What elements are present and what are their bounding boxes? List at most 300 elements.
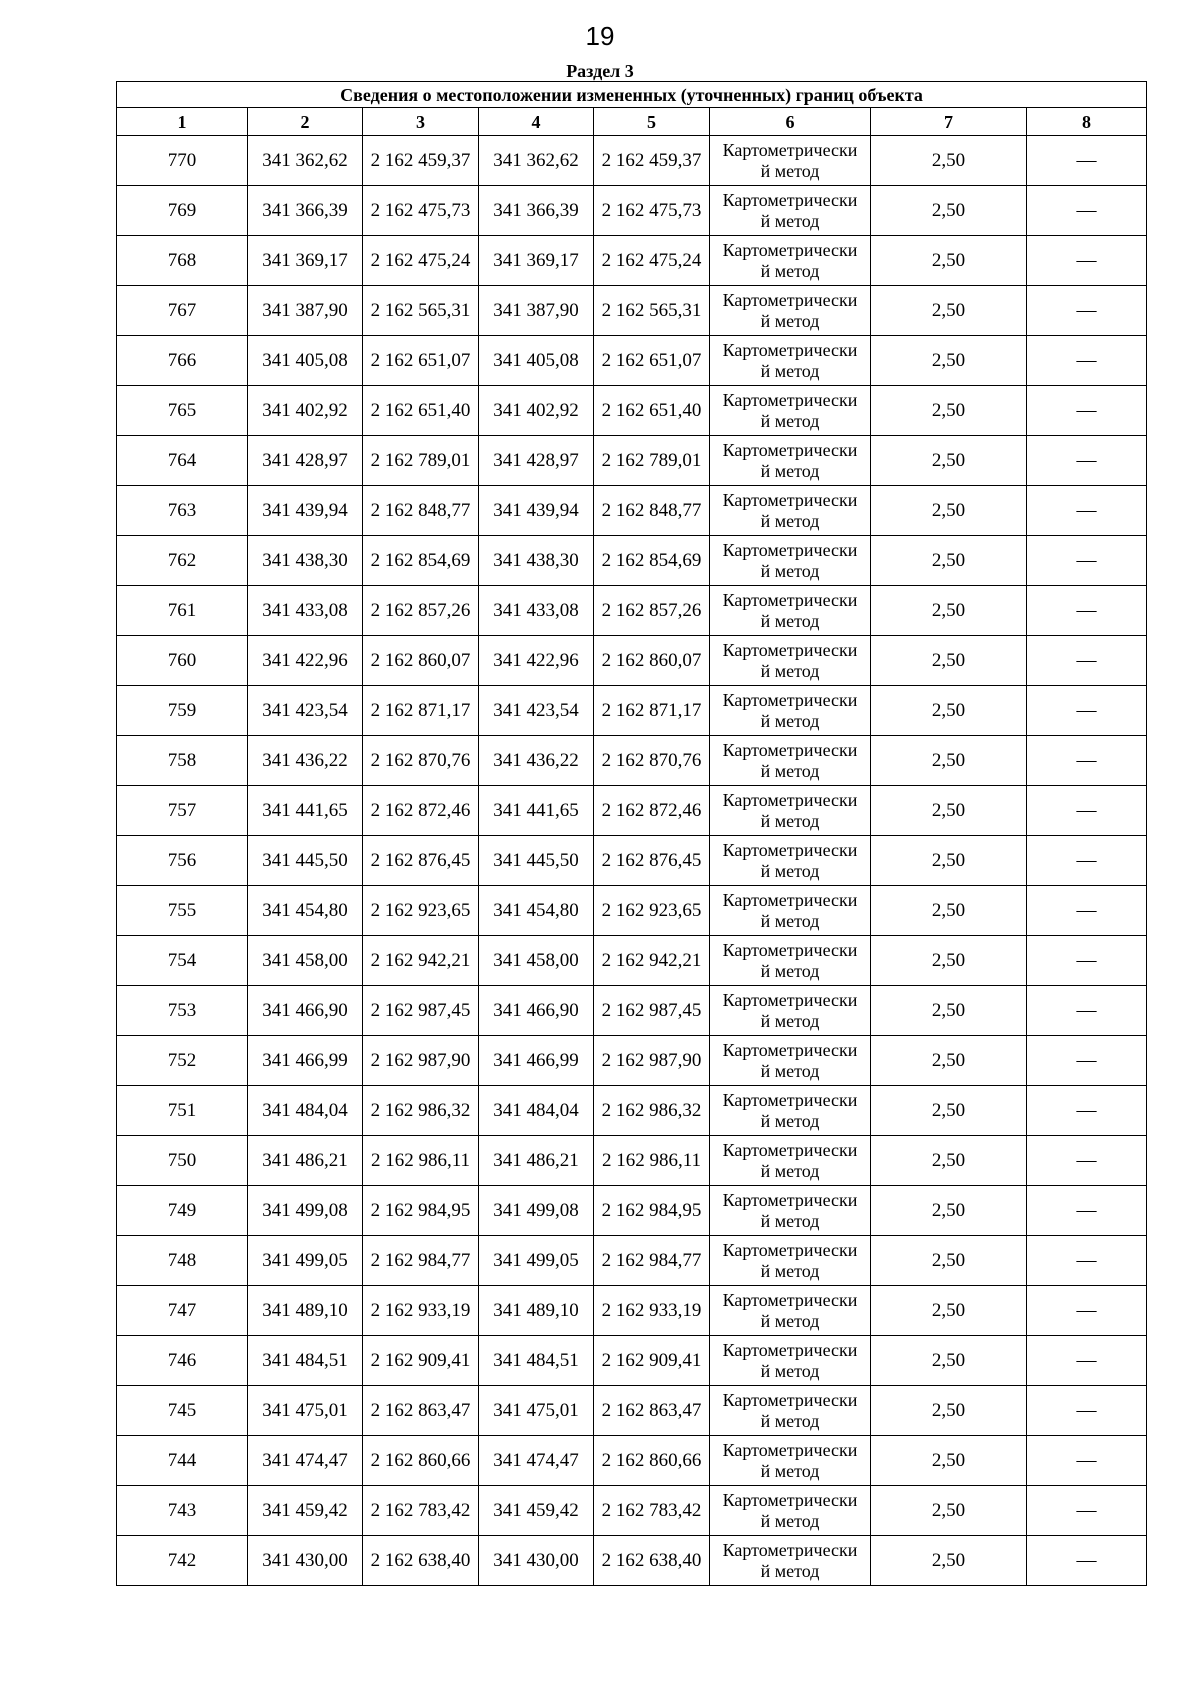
method-cell	[710, 1536, 871, 1586]
coordinate-x-cell: 341 486,21	[248, 1136, 363, 1186]
coordinate-x-cell: 341 366,39	[479, 186, 594, 236]
coordinate-x-cell: 341 484,51	[479, 1336, 594, 1386]
coordinate-y-cell: 2 162 984,95	[594, 1186, 710, 1236]
coordinate-y-cell: 2 162 871,17	[594, 686, 710, 736]
coordinate-y-cell: 2 162 870,76	[594, 736, 710, 786]
coordinate-x-cell: 341 369,17	[479, 236, 594, 286]
coordinate-x-cell: 341 445,50	[248, 836, 363, 886]
description-cell: —	[1027, 1436, 1147, 1486]
coordinate-y-cell: 2 162 872,46	[363, 786, 479, 836]
accuracy-cell: 2,50	[871, 886, 1027, 936]
coordinate-y-cell: 2 162 872,46	[594, 786, 710, 836]
method-text: Картометрически	[722, 789, 858, 810]
table-row	[117, 536, 1147, 586]
coordinate-x-cell: 341 436,22	[479, 736, 594, 786]
method-cell	[710, 1136, 871, 1186]
method-text: й метод	[760, 1410, 820, 1431]
coordinate-y-cell: 2 162 933,19	[363, 1286, 479, 1336]
coordinate-y-cell: 2 162 789,01	[363, 436, 479, 486]
table-caption: Сведения о местоположении измененных (уточненных) границ объекта	[117, 82, 1147, 108]
method-text: Картометрически	[722, 189, 858, 210]
coordinate-y-cell: 2 162 459,37	[594, 136, 710, 186]
coordinate-y-cell: 2 162 459,37	[363, 136, 479, 186]
method-text: й метод	[760, 310, 820, 331]
coordinate-x-cell: 341 387,90	[479, 286, 594, 336]
coordinate-x-cell: 341 499,05	[479, 1236, 594, 1286]
coordinate-x-cell: 341 474,47	[479, 1436, 594, 1486]
method-text: Картометрически	[722, 1039, 858, 1060]
description-cell: —	[1027, 1536, 1147, 1586]
table-row	[117, 986, 1147, 1036]
method-text: Картометрически	[722, 289, 858, 310]
coordinates-table	[116, 81, 1147, 1586]
coordinate-y-cell: 2 162 854,69	[594, 536, 710, 586]
coordinate-y-cell: 2 162 638,40	[363, 1536, 479, 1586]
coordinate-y-cell: 2 162 871,17	[363, 686, 479, 736]
page-number: 19	[585, 21, 615, 51]
method-cell	[710, 386, 871, 436]
coordinate-y-cell: 2 162 987,90	[363, 1036, 479, 1086]
coordinate-x-cell: 341 422,96	[248, 636, 363, 686]
table-row	[117, 386, 1147, 436]
method-text: й метод	[760, 410, 820, 431]
method-text: й метод	[760, 160, 820, 181]
coordinate-y-cell: 2 162 984,95	[363, 1186, 479, 1236]
method-text: й метод	[760, 460, 820, 481]
accuracy-cell: 2,50	[871, 436, 1027, 486]
method-cell	[710, 936, 871, 986]
method-cell	[710, 336, 871, 386]
table-row	[117, 336, 1147, 386]
point-number-cell: 750	[117, 1136, 248, 1186]
method-cell	[710, 1286, 871, 1336]
point-number-cell: 756	[117, 836, 248, 886]
point-number-cell: 765	[117, 386, 248, 436]
method-text: Картометрически	[722, 439, 858, 460]
point-number-cell: 758	[117, 736, 248, 786]
coordinate-x-cell: 341 433,08	[479, 586, 594, 636]
accuracy-cell: 2,50	[871, 236, 1027, 286]
method-cell	[710, 1436, 871, 1486]
point-number-cell: 763	[117, 486, 248, 536]
method-text: Картометрически	[722, 339, 858, 360]
method-text: й метод	[760, 910, 820, 931]
table-row	[117, 786, 1147, 836]
point-number-cell: 761	[117, 586, 248, 636]
coordinate-x-cell: 341 499,08	[248, 1186, 363, 1236]
coordinate-y-cell: 2 162 565,31	[363, 286, 479, 336]
accuracy-cell: 2,50	[871, 636, 1027, 686]
accuracy-cell: 2,50	[871, 736, 1027, 786]
point-number-cell: 751	[117, 1086, 248, 1136]
coordinate-y-cell: 2 162 854,69	[363, 536, 479, 586]
method-text: й метод	[760, 510, 820, 531]
accuracy-cell: 2,50	[871, 486, 1027, 536]
table-row	[117, 136, 1147, 186]
coordinate-x-cell: 341 436,22	[248, 736, 363, 786]
method-text: й метод	[760, 360, 820, 381]
coordinate-x-cell: 341 445,50	[479, 836, 594, 886]
coordinate-y-cell: 2 162 863,47	[363, 1386, 479, 1436]
table-row	[117, 1186, 1147, 1236]
coordinate-y-cell: 2 162 984,77	[594, 1236, 710, 1286]
column-number: 1	[117, 108, 248, 136]
point-number-cell: 759	[117, 686, 248, 736]
coordinate-y-cell: 2 162 783,42	[363, 1486, 479, 1536]
description-cell: —	[1027, 1186, 1147, 1236]
coordinate-x-cell: 341 475,01	[248, 1386, 363, 1436]
coordinate-x-cell: 341 369,17	[248, 236, 363, 286]
method-text: й метод	[760, 1110, 820, 1131]
column-numbers-row	[117, 108, 1147, 136]
method-cell	[710, 486, 871, 536]
coordinate-y-cell: 2 162 923,65	[363, 886, 479, 936]
point-number-cell: 745	[117, 1386, 248, 1436]
table-row	[117, 686, 1147, 736]
table-row	[117, 1336, 1147, 1386]
description-cell: —	[1027, 1136, 1147, 1186]
method-text: й метод	[760, 1010, 820, 1031]
method-cell	[710, 986, 871, 1036]
coordinate-x-cell: 341 402,92	[248, 386, 363, 436]
description-cell: —	[1027, 386, 1147, 436]
coordinate-x-cell: 341 422,96	[479, 636, 594, 686]
method-text: Картометрически	[722, 839, 858, 860]
description-cell: —	[1027, 336, 1147, 386]
coordinate-x-cell: 341 439,94	[248, 486, 363, 536]
coordinate-x-cell: 341 466,99	[248, 1036, 363, 1086]
coordinate-y-cell: 2 162 651,07	[363, 336, 479, 386]
point-number-cell: 766	[117, 336, 248, 386]
table-row	[117, 236, 1147, 286]
accuracy-cell: 2,50	[871, 1236, 1027, 1286]
coordinate-y-cell: 2 162 651,40	[594, 386, 710, 436]
description-cell: —	[1027, 736, 1147, 786]
table-row	[117, 936, 1147, 986]
column-number: 3	[363, 108, 479, 136]
method-cell	[710, 1236, 871, 1286]
coordinate-y-cell: 2 162 987,90	[594, 1036, 710, 1086]
accuracy-cell: 2,50	[871, 186, 1027, 236]
coordinate-y-cell: 2 162 857,26	[594, 586, 710, 636]
column-number: 4	[479, 108, 594, 136]
point-number-cell: 752	[117, 1036, 248, 1086]
point-number-cell: 768	[117, 236, 248, 286]
coordinate-y-cell: 2 162 987,45	[363, 986, 479, 1036]
method-cell	[710, 636, 871, 686]
description-cell: —	[1027, 186, 1147, 236]
method-text: Картометрически	[722, 689, 858, 710]
description-cell: —	[1027, 986, 1147, 1036]
method-text: й метод	[760, 210, 820, 231]
table-row	[117, 1536, 1147, 1586]
coordinate-y-cell: 2 162 651,07	[594, 336, 710, 386]
table-row	[117, 486, 1147, 536]
accuracy-cell: 2,50	[871, 1386, 1027, 1436]
coordinate-x-cell: 341 423,54	[248, 686, 363, 736]
coordinate-y-cell: 2 162 986,32	[363, 1086, 479, 1136]
method-cell	[710, 1386, 871, 1436]
description-cell: —	[1027, 1036, 1147, 1086]
coordinate-x-cell: 341 430,00	[248, 1536, 363, 1586]
coordinate-y-cell: 2 162 863,47	[594, 1386, 710, 1436]
coordinate-y-cell: 2 162 942,21	[594, 936, 710, 986]
method-text: й метод	[760, 710, 820, 731]
method-text: й метод	[760, 1510, 820, 1531]
coordinate-y-cell: 2 162 475,73	[363, 186, 479, 236]
method-text: Картометрически	[722, 1539, 858, 1560]
description-cell: —	[1027, 786, 1147, 836]
coordinate-y-cell: 2 162 870,76	[363, 736, 479, 786]
method-text: й метод	[760, 860, 820, 881]
table-row	[117, 1386, 1147, 1436]
method-text: Картометрически	[722, 1089, 858, 1110]
method-text: й метод	[760, 1160, 820, 1181]
accuracy-cell: 2,50	[871, 1136, 1027, 1186]
coordinate-x-cell: 341 458,00	[479, 936, 594, 986]
method-text: Картометрически	[722, 389, 858, 410]
coordinate-y-cell: 2 162 933,19	[594, 1286, 710, 1336]
description-cell: —	[1027, 1486, 1147, 1536]
method-text: й метод	[760, 660, 820, 681]
method-text: Картометрически	[722, 1289, 858, 1310]
method-cell	[710, 186, 871, 236]
coordinate-x-cell: 341 459,42	[479, 1486, 594, 1536]
method-cell	[710, 1336, 871, 1386]
coordinate-x-cell: 341 438,30	[479, 536, 594, 586]
point-number-cell: 769	[117, 186, 248, 236]
description-cell: —	[1027, 236, 1147, 286]
coordinate-y-cell: 2 162 984,77	[363, 1236, 479, 1286]
method-text: Картометрически	[722, 1189, 858, 1210]
method-text: й метод	[760, 610, 820, 631]
point-number-cell: 770	[117, 136, 248, 186]
point-number-cell: 744	[117, 1436, 248, 1486]
coordinate-y-cell: 2 162 475,24	[363, 236, 479, 286]
method-text: й метод	[760, 1560, 820, 1581]
coordinate-x-cell: 341 486,21	[479, 1136, 594, 1186]
coordinate-x-cell: 341 454,80	[248, 886, 363, 936]
method-text: Картометрически	[722, 1139, 858, 1160]
table-row	[117, 636, 1147, 686]
method-text: Картометрически	[722, 1389, 858, 1410]
accuracy-cell: 2,50	[871, 1186, 1027, 1236]
column-number: 7	[871, 108, 1027, 136]
accuracy-cell: 2,50	[871, 836, 1027, 886]
coordinate-x-cell: 341 458,00	[248, 936, 363, 986]
accuracy-cell: 2,50	[871, 386, 1027, 436]
coordinate-y-cell: 2 162 942,21	[363, 936, 479, 986]
column-number: 5	[594, 108, 710, 136]
coordinate-y-cell: 2 162 986,32	[594, 1086, 710, 1136]
coordinate-y-cell: 2 162 860,66	[363, 1436, 479, 1486]
description-cell: —	[1027, 1386, 1147, 1436]
method-text: Картометрически	[722, 589, 858, 610]
point-number-cell: 754	[117, 936, 248, 986]
method-text: Картометрически	[722, 1339, 858, 1360]
coordinate-y-cell: 2 162 986,11	[363, 1136, 479, 1186]
method-text: Картометрически	[722, 539, 858, 560]
method-cell	[710, 1036, 871, 1086]
table-row	[117, 586, 1147, 636]
description-cell: —	[1027, 486, 1147, 536]
coordinate-y-cell: 2 162 860,07	[363, 636, 479, 686]
coordinate-x-cell: 341 466,90	[248, 986, 363, 1036]
method-text: Картометрически	[722, 1439, 858, 1460]
coordinate-x-cell: 341 438,30	[248, 536, 363, 586]
method-text: й метод	[760, 1210, 820, 1231]
point-number-cell: 757	[117, 786, 248, 836]
coordinate-x-cell: 341 441,65	[248, 786, 363, 836]
coordinate-x-cell: 341 439,94	[479, 486, 594, 536]
description-cell: —	[1027, 886, 1147, 936]
accuracy-cell: 2,50	[871, 586, 1027, 636]
table-row	[117, 886, 1147, 936]
accuracy-cell: 2,50	[871, 1436, 1027, 1486]
method-cell	[710, 586, 871, 636]
coordinate-x-cell: 341 454,80	[479, 886, 594, 936]
coordinate-x-cell: 341 433,08	[248, 586, 363, 636]
coordinate-x-cell: 341 362,62	[248, 136, 363, 186]
description-cell: —	[1027, 1336, 1147, 1386]
coordinate-y-cell: 2 162 638,40	[594, 1536, 710, 1586]
method-cell	[710, 686, 871, 736]
coordinate-x-cell: 341 405,08	[479, 336, 594, 386]
coordinate-x-cell: 341 428,97	[479, 436, 594, 486]
description-cell: —	[1027, 836, 1147, 886]
coordinate-y-cell: 2 162 475,73	[594, 186, 710, 236]
coordinate-x-cell: 341 423,54	[479, 686, 594, 736]
coordinate-y-cell: 2 162 651,40	[363, 386, 479, 436]
method-cell	[710, 286, 871, 336]
accuracy-cell: 2,50	[871, 986, 1027, 1036]
method-text: Картометрически	[722, 989, 858, 1010]
method-text: Картометрически	[722, 1239, 858, 1260]
description-cell: —	[1027, 436, 1147, 486]
method-cell	[710, 886, 871, 936]
coordinate-y-cell: 2 162 857,26	[363, 586, 479, 636]
method-cell	[710, 1186, 871, 1236]
table-row	[117, 1036, 1147, 1086]
accuracy-cell: 2,50	[871, 1336, 1027, 1386]
coordinate-x-cell: 341 484,51	[248, 1336, 363, 1386]
accuracy-cell: 2,50	[871, 336, 1027, 386]
coordinate-x-cell: 341 362,62	[479, 136, 594, 186]
method-text: й метод	[760, 1060, 820, 1081]
coordinate-x-cell: 341 430,00	[479, 1536, 594, 1586]
column-number: 6	[710, 108, 871, 136]
method-text: й метод	[760, 1360, 820, 1381]
method-text: Картометрически	[722, 939, 858, 960]
coordinate-y-cell: 2 162 876,45	[594, 836, 710, 886]
method-text: Картометрически	[722, 739, 858, 760]
point-number-cell: 743	[117, 1486, 248, 1536]
table-body	[117, 136, 1147, 1586]
table-row	[117, 286, 1147, 336]
coordinate-y-cell: 2 162 986,11	[594, 1136, 710, 1186]
table-row	[117, 1436, 1147, 1486]
coordinate-x-cell: 341 499,08	[479, 1186, 594, 1236]
point-number-cell: 760	[117, 636, 248, 686]
table-row	[117, 436, 1147, 486]
method-text: й метод	[760, 960, 820, 981]
method-cell	[710, 1486, 871, 1536]
table-header	[117, 82, 1147, 136]
point-number-cell: 767	[117, 286, 248, 336]
method-cell	[710, 136, 871, 186]
description-cell: —	[1027, 686, 1147, 736]
description-cell: —	[1027, 536, 1147, 586]
accuracy-cell: 2,50	[871, 1286, 1027, 1336]
method-text: Картометрически	[722, 639, 858, 660]
method-text: Картометрически	[722, 239, 858, 260]
accuracy-cell: 2,50	[871, 686, 1027, 736]
accuracy-cell: 2,50	[871, 1086, 1027, 1136]
method-cell	[710, 1086, 871, 1136]
table-row	[117, 186, 1147, 236]
coordinate-x-cell: 341 484,04	[479, 1086, 594, 1136]
description-cell: —	[1027, 286, 1147, 336]
coordinate-x-cell: 341 405,08	[248, 336, 363, 386]
coordinate-y-cell: 2 162 923,65	[594, 886, 710, 936]
method-text: Картометрически	[722, 139, 858, 160]
section-title: Раздел 3	[566, 61, 634, 81]
description-cell: —	[1027, 1236, 1147, 1286]
description-cell: —	[1027, 636, 1147, 686]
accuracy-cell: 2,50	[871, 1536, 1027, 1586]
method-text: Картометрически	[722, 1489, 858, 1510]
coordinate-x-cell: 341 402,92	[479, 386, 594, 436]
accuracy-cell: 2,50	[871, 286, 1027, 336]
table-row	[117, 1486, 1147, 1536]
method-text: й метод	[760, 1460, 820, 1481]
method-cell	[710, 736, 871, 786]
description-cell: —	[1027, 1086, 1147, 1136]
coordinate-x-cell: 341 499,05	[248, 1236, 363, 1286]
coordinate-x-cell: 341 489,10	[479, 1286, 594, 1336]
table-row	[117, 1286, 1147, 1336]
accuracy-cell: 2,50	[871, 1036, 1027, 1086]
coordinate-x-cell: 341 474,47	[248, 1436, 363, 1486]
point-number-cell: 762	[117, 536, 248, 586]
coordinate-y-cell: 2 162 909,41	[363, 1336, 479, 1386]
method-cell	[710, 536, 871, 586]
coordinate-y-cell: 2 162 848,77	[594, 486, 710, 536]
coordinate-y-cell: 2 162 789,01	[594, 436, 710, 486]
method-text: Картометрически	[722, 489, 858, 510]
coordinate-y-cell: 2 162 909,41	[594, 1336, 710, 1386]
method-text: й метод	[760, 560, 820, 581]
coordinate-x-cell: 341 466,90	[479, 986, 594, 1036]
description-cell: —	[1027, 586, 1147, 636]
method-cell	[710, 436, 871, 486]
accuracy-cell: 2,50	[871, 786, 1027, 836]
method-cell	[710, 836, 871, 886]
coordinate-x-cell: 341 484,04	[248, 1086, 363, 1136]
point-number-cell: 747	[117, 1286, 248, 1336]
point-number-cell: 742	[117, 1536, 248, 1586]
column-number: 2	[248, 108, 363, 136]
point-number-cell: 749	[117, 1186, 248, 1236]
method-text: й метод	[760, 1260, 820, 1281]
coordinate-x-cell: 341 387,90	[248, 286, 363, 336]
coordinate-x-cell: 341 441,65	[479, 786, 594, 836]
method-text: й метод	[760, 1310, 820, 1331]
point-number-cell: 748	[117, 1236, 248, 1286]
point-number-cell: 746	[117, 1336, 248, 1386]
coordinate-y-cell: 2 162 860,66	[594, 1436, 710, 1486]
coordinate-x-cell: 341 366,39	[248, 186, 363, 236]
